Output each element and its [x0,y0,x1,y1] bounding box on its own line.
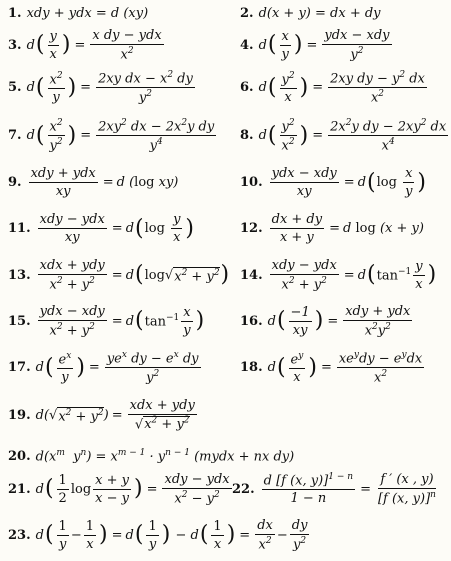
formula-15: 15. $\frac{\text{ydx − xdy}}{x^2 + y^2}$ = d ( $\tan^{-1}$ $\frac{x}{y}$ ) [8,304,205,339]
formula-number: 12. [240,221,263,236]
formula-17: 17. d ( $\frac{e^x}{y}$ ) = $\frac{ye^x dy - e^x dy}{y^2}$ [8,350,199,386]
formula-20: 20. $d(x^m$ $y^n) = x^{m - 1} \cdot y^{n - 1}$ (mydx + nx dy) [8,448,295,465]
formula-number: 13. [8,267,31,283]
formula-14: 14. $\frac{\text{xdy − ydx}}{x^2 + y^2}$ = d ( $\tan^{-1}$ $\frac{y}{x}$ ) [240,258,437,293]
formula-number: 8. [240,128,254,144]
formula-number: 20. [8,448,31,464]
formula-8: 8. d ( $\frac{y^2}{x^2}$ ) = $\frac{2x^2y dy - 2xy^2 dx}{x^4}$ [240,118,447,154]
formula-number: 17. [8,360,31,376]
formula-18: 18. d ( $\frac{e^y}{x}$ ) = $\frac{xe^ydy - e^ydx}{x^2}$ [240,350,423,386]
formula-number: 2. [240,6,254,21]
formula-9: 9. $\frac{\text{xdy + ydx}}{xy}$ = d ( log xy) [8,166,179,199]
formula-5: 5. d ( $\frac{x^2}{y}$ ) = $\frac{2xy dx - x^2 dy}{y^2}$ [8,70,193,106]
formula-3: 3. d ( $\frac{y}{x}$ ) = $\frac{\text{x dy − ydx}}{x^2}$ [8,28,162,63]
formula-number: 4. [240,37,254,53]
formula-number: 21. [8,481,31,497]
formula-13: 13. $\frac{\text{xdx + ydy}}{x^2 + y^2}$ = d ( log √ $x^2 + y^2$ ) [8,258,230,293]
formula-7: 7. d ( $\frac{x^2}{y^2}$ ) = $\frac{2xy^2 dx - 2x^2y dy}{y^4}$ [8,118,215,154]
formula-number: 14. [240,267,263,283]
formula-number: 22. [232,481,255,497]
formula-4: 4. d ( $\frac{x}{y}$ ) = $\frac{\text{ydx − xdy}}{y^2}$ [240,28,390,63]
formula-number: 10. [240,175,263,190]
formula-number: 11. [8,221,31,236]
formula-1 [8,6,148,21]
formula-10: 10. $\frac{\text{ydx − xdy}}{xy}$ = d ( log $\frac{x}{y}$ ) [240,166,427,199]
formula-text: d(x + y) = dx + dy [258,6,381,21]
formula-number: 9. [8,175,22,190]
formula-number: 3. [8,37,22,53]
formula-6: 6. d ( $\frac{y^2}{x}$ ) = $\frac{2xy dy - y^2 dx}{x^2}$ [240,70,425,106]
formula-number: 16. [240,313,263,329]
formula-16: 16. d ( $\frac{-1}{xy}$ ) = $\frac{\text{xdy + ydx}}{x^2y^2}$ [240,304,411,339]
formula-number: 7. [8,128,22,144]
formula-number: 19. [8,407,31,423]
formula-19: 19. d( √ $x^2 + y^2$ ) = $\frac{\text{xdx + ydy}}{√x^2 + y^2}$ [8,398,195,433]
formula-23: 23. d ( $\frac{1}{y}$ − $\frac{1}{x}$ ) = d ( $\frac{1}{y}$ ) − d ( $\frac{1}{x}$ ) = $\frac{dx}{x^2}$ − $\frac{dy}{y^2}$ [8,518,308,553]
formula-2 [240,6,381,21]
formula-number: 18. [240,360,263,376]
formula-22: 22. $\frac{d [f (x, y)]^{1 - n}}{1 - n}$ = $\frac{f ' (x , y)}{[f (x, y)]^n}$ [232,472,436,507]
formula-12: 12. $\frac{dx + dy}{x + y}$ = d log (x + y) [240,212,424,245]
formula-number: 23. [8,527,31,543]
formula-number: 5. [8,80,22,96]
formula-number: 1. [8,6,22,21]
formula-number: 6. [240,80,254,96]
formula-number: 15. [8,313,31,329]
formula-text: xdy + ydx = d (xy) [26,6,149,21]
formula-11: 11. $\frac{\text{xdy − ydx}}{xy}$ = d ( log $\frac{y}{x}$ ) [8,212,195,245]
formula-21: 21. d ( $\frac{1}{2}$ log $\frac{x + y}{x - y}$ ) = $\frac{\text{xdy − ydx}}{x^2 - y^2}$ [8,472,230,507]
